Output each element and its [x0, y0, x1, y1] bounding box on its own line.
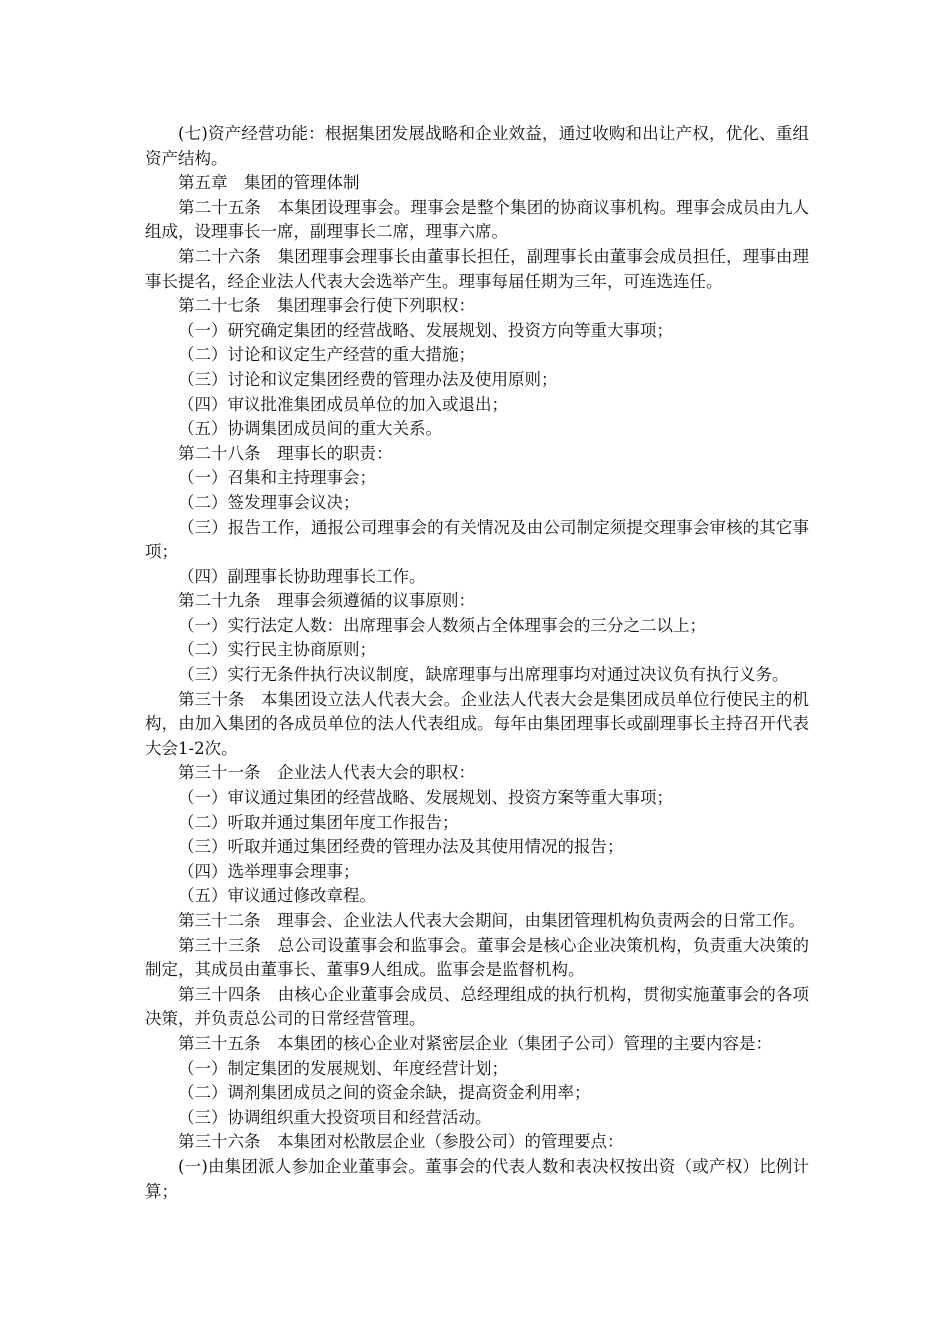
article-35: 第三十五条 本集团的核心企业对紧密层企业（集团子公司）管理的主要内容是： — [178, 1033, 772, 1053]
list-item: （二）调剂集团成员之间的资金余缺，提高资金利用率； — [178, 1083, 591, 1103]
list-item: （四）审议批准集团成员单位的加入或退出； — [178, 394, 508, 414]
paragraph: (七)资产经营功能：根据集团发展战略和企业效益，通过收购和出让产权，优化、重组资产结构。 — [145, 124, 809, 168]
article-30: 第三十条 本集团设立法人代表大会。企业法人代表大会是集团成员单位行使民主的机构，由加入集团的各成员单位的法人代表组成。每年由集团理事长或副理事长主持召开代表大会1-2次。 — [145, 689, 809, 758]
list-item: （五）审议通过修改章程。 — [178, 886, 376, 906]
list-item: （四）副理事长协助理事长工作。 — [178, 566, 426, 586]
list-item: （三）听取并通过集团经费的管理办法及其使用情况的报告； — [178, 837, 624, 857]
document-page — [145, 122, 809, 1204]
article-31: 第三十一条 企业法人代表大会的职权： — [178, 763, 475, 783]
article-25: 第二十五条 本集团设理事会。理事会是整个集团的协商议事机构。理事会成员由九人组成，设理事长一席，副理事长二席，理事六席。 — [145, 197, 809, 242]
article-32: 第三十二条 理事会、企业法人代表大会期间，由集团管理机构负责两会的日常工作。 — [178, 911, 805, 930]
list-item: （三）实行无条件执行决议制度，缺席理事与出席理事均对通过决议负有执行义务。 — [178, 665, 789, 685]
list-item: （三）讨论和议定集团经费的管理办法及使用原则； — [178, 369, 558, 389]
list-item: （一）召集和主持理事会； — [178, 468, 376, 488]
list-item: （一）制定集团的发展规划、年度经营计划； — [178, 1058, 508, 1078]
article-27: 第二十七条 集团理事会行使下列职权： — [178, 296, 475, 316]
list-item: （一）审议通过集团的经营战略、发展规划、投资方案等重大事项； — [178, 788, 673, 808]
article-28: 第二十八条 理事长的职责： — [178, 443, 393, 463]
list-item: （一）研究确定集团的经营战略、发展规划、投资方向等重大事项； — [178, 320, 673, 340]
list-item: （五）协调集团成员间的重大关系。 — [178, 419, 442, 439]
list-item: （一）实行法定人数：出席理事会人数须占全体理事会的三分之二以上； — [178, 615, 706, 635]
list-item: （三）报告工作，通报公司理事会的有关情况及由公司制定须提交理事会审核的其它事项； — [145, 517, 809, 562]
list-item: （四）选举理事会理事； — [178, 861, 360, 881]
article-26: 第二十六条 集团理事会理事长由董事长担任，副理事长由董事会成员担任，理事由理事长提名，经企业法人代表大会选举产生。理事每届任期为三年，可连选连任。 — [145, 246, 809, 291]
article-34: 第三十四条 由核心企业董事会成员、总经理组成的执行机构，贯彻实施董事会的各项决策，并负责总公司的日常经营管理。 — [145, 984, 809, 1029]
list-item: （二）听取并通过集团年度工作报告； — [178, 812, 459, 832]
list-item: (一)由集团派人参加企业董事会。董事会的代表人数和表决权按出资（或产权）比例计算； — [145, 1156, 809, 1201]
article-29: 第二十九条 理事会须遵循的议事原则： — [178, 591, 475, 611]
list-item: （三）协调组织重大投资项目和经营活动。 — [178, 1107, 492, 1127]
chapter-heading: 第五章 集团的管理体制 — [178, 173, 360, 193]
list-item: （二）签发理事会议决； — [178, 492, 360, 512]
list-item: （二）实行民主协商原则； — [178, 640, 376, 660]
article-36: 第三十六条 本集团对松散层企业（参股公司）的管理要点： — [178, 1132, 624, 1152]
article-33: 第三十三条 总公司设董事会和监事会。董事会是核心企业决策机构，负责重大决策的制定，其成员由董事长、董事9人组成。监事会是监督机构。 — [145, 935, 809, 980]
list-item: （二）讨论和议定生产经营的重大措施； — [178, 345, 475, 365]
